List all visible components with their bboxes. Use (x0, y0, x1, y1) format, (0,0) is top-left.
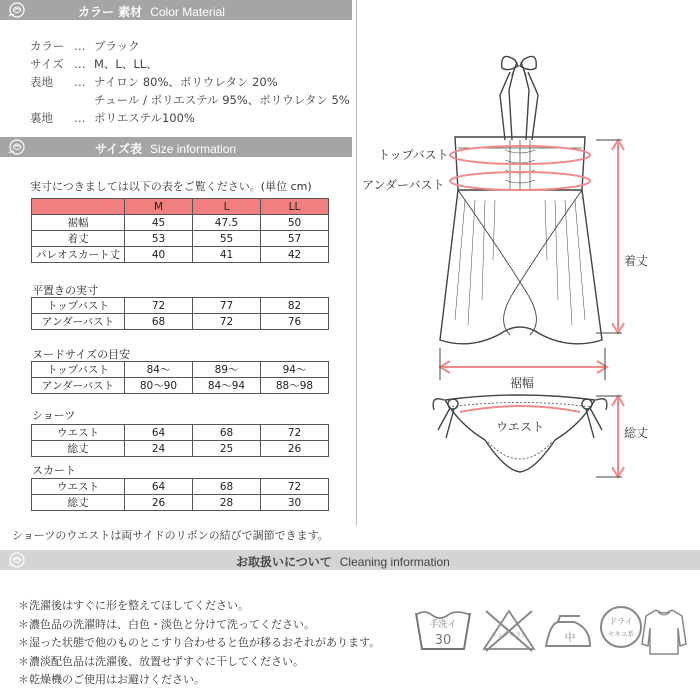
care-item: ＊洗濯後はすぐに形を整えてほしてください。 (18, 599, 249, 612)
skirt-title: スカート (32, 464, 76, 477)
shorts-ring-right (582, 399, 592, 409)
table-row: アンダーバスト 68 72 76 (32, 314, 329, 330)
svg-text:手洗イ: 手洗イ (429, 620, 457, 630)
table-row: 裾幅 45 47.5 50 (32, 215, 329, 231)
material-outer-row-2: チュール / ポリエステル 95%、ポリウレタン 5% (94, 93, 350, 107)
column-divider (356, 0, 357, 526)
size-header-bar (0, 137, 352, 157)
material-lining-row: 裏地 … ポリエステル100% (30, 111, 195, 125)
svg-text:中: 中 (564, 631, 576, 644)
table-row: パレオスカート丈 40 41 42 (32, 247, 329, 263)
dry-clean-icon (598, 604, 644, 650)
label-total-length: 総丈 (624, 426, 649, 440)
size-table-shorts (31, 424, 329, 457)
label-under-bust: アンダーバスト (362, 178, 445, 192)
care-item: ＊湿った状態で他のものとこすり合わせると色が移るおそれがあります。 (18, 636, 381, 649)
shorts-note: ショーツのウエストは両サイドのリボンの結びで調節できます。 (12, 529, 329, 542)
care-item: ＊乾燥機のご使用はお避けください。 (18, 673, 205, 686)
size-note: 実寸につきましては以下の表をご覧ください。(単位 cm) (30, 180, 312, 193)
table-header-row: M L LL (32, 199, 329, 215)
material-title: カラー 素材 Color Material (78, 5, 225, 19)
label-top-bust: トップバスト (378, 148, 449, 162)
care-item: ＊濃色品の洗濯時は、白色・淡色と分けて洗ってください。 (18, 618, 315, 631)
material-header-bar (0, 0, 352, 20)
shirt-icon (640, 604, 688, 658)
cleaning-title: お取扱いについて Cleaning information (236, 555, 450, 569)
waist-arrow-line (460, 406, 580, 412)
label-waist: ウエスト (496, 420, 545, 434)
size-table-nude (31, 361, 329, 394)
care-item: ＊濃淡配色品は洗濯後、放置せずすぐに干してください。 (18, 655, 304, 668)
material-color-row: カラー … ブラック (30, 39, 140, 53)
nude-title: ヌードサイズの目安 (32, 348, 131, 361)
table-row: 着丈 53 55 57 (32, 231, 329, 247)
material-outer-row: 表地 … ナイロン 80%、ポリウレタン 20% (30, 75, 278, 89)
table-row: トップバスト 84～ 89～ 94～ (32, 362, 329, 378)
size-table-skirt (31, 478, 329, 511)
svg-text:ドライ: ドライ (609, 617, 633, 626)
size-table-main (31, 198, 329, 263)
svg-text:30: 30 (434, 633, 452, 648)
rose-icon (6, 1, 28, 19)
table-row: ウエスト 64 68 72 (32, 479, 329, 495)
size-title: サイズ表 Size information (95, 142, 237, 156)
garment-diagram (360, 0, 700, 540)
skirt-body (440, 190, 602, 344)
rose-icon (6, 138, 28, 156)
svg-text:エンソサラシ: エンソサラシ (490, 632, 528, 639)
svg-text:セキユ系: セキユ系 (608, 630, 634, 638)
table-row: アンダーバスト 80～90 84～94 88～98 (32, 378, 329, 394)
shorts-ring-left (448, 399, 458, 409)
rose-icon (6, 551, 28, 569)
label-hem-width: 裾幅 (510, 376, 535, 390)
hand-wash-icon (412, 605, 474, 655)
table-row: トップバスト 72 77 82 (32, 298, 329, 314)
table-row: 総丈 26 28 30 (32, 495, 329, 511)
cleaning-header-bar (0, 550, 700, 570)
iron-icon (540, 610, 596, 652)
no-bleach-icon (480, 605, 538, 655)
material-size-row: サイズ … M、L、LL、 (30, 57, 158, 71)
table-row: 総丈 24 25 26 (32, 441, 329, 457)
flat-title: 平置きの実寸 (32, 284, 98, 297)
shorts-title: ショーツ (32, 409, 76, 422)
size-table-flat (31, 297, 329, 330)
label-length: 着丈 (624, 254, 649, 268)
table-row: ウエスト 64 68 72 (32, 425, 329, 441)
